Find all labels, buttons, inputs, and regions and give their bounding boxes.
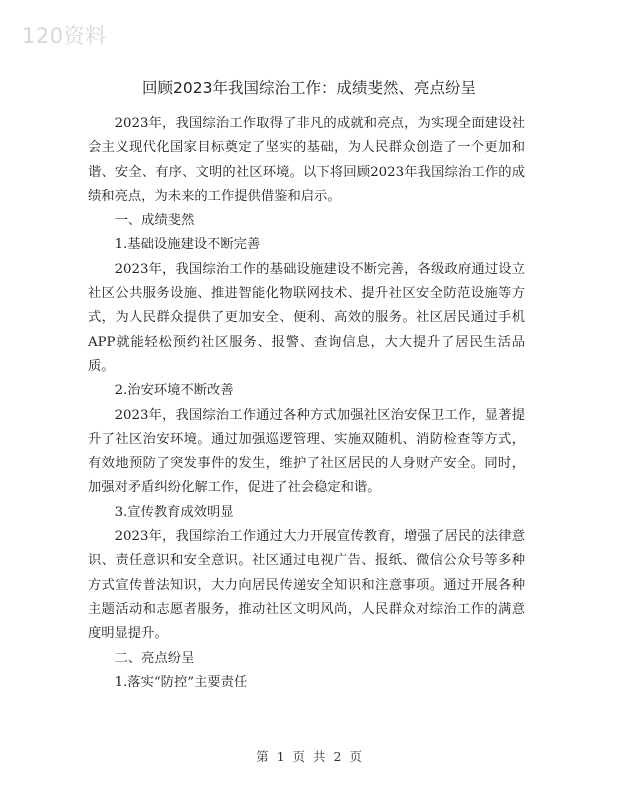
subsection-heading: 3.宣传教育成效明显	[114, 504, 234, 520]
subsection-heading: 1.基础设施建设不断完善	[114, 237, 261, 253]
intro-paragraph: 2023年，我国综治工作取得了非凡的成就和亮点，为实现全面建设社会主义现代化国家目标奠定了坚实的基础，为人民群众创造了一个更加和谐、安全、有序、文明的社区环境。以下将回顾2023年我国综治工作的成绩和亮点，为未来的工作提供借鉴和启示。	[88, 116, 525, 204]
watermark-logo: 120资料	[22, 24, 107, 48]
body-paragraph: 2023年，我国综治工作通过大力开展宣传教育，增强了居民的法律意识、责任意识和安全意识。社区通过电视广告、报纸、微信公众号等多种方式宣传普法知识，大力向居民传递安全知识和注意事项。通过开展各种主题活动和志愿者服务，推动社区文明风尚，人民群众对综治工作的满意度明显提升。	[88, 529, 525, 642]
body-paragraph: 2023年，我国综治工作通过各种方式加强社区治安保卫工作，显著提升了社区治安环境。通过加强巡逻管理、实施双随机、消防检查等方式，有效地预防了突发事件的发生，维护了社区居民的人身财产安全。同时，加强对矛盾纠纷化解工作，促进了社会稳定和谐。	[88, 407, 525, 496]
document-title: 回顾2023年我国综治工作：成绩斐然、亮点纷呈	[142, 79, 476, 97]
subsection-heading: 2.治安环境不断改善	[114, 383, 234, 399]
section-heading: 二、亮点纷呈	[114, 650, 195, 666]
subsection-heading: 1.落实“防控”主要责任	[114, 674, 248, 690]
section-heading: 一、成绩斐然	[114, 213, 195, 229]
body-paragraph: 2023年，我国综治工作的基础设施建设不断完善，各级政府通过设立社区公共服务设施、推进智能化物联网技术、提升社区安全防范设施等方式，为人民群众提供了更加安全、便利、高效的服务。社区居民通过手机APP就能轻松预约社区服务、报警、查询信息，大大提升了居民生活品质。	[88, 261, 525, 374]
document-body	[88, 112, 525, 695]
page-footer: 第 1 页 共 2 页	[256, 749, 362, 764]
